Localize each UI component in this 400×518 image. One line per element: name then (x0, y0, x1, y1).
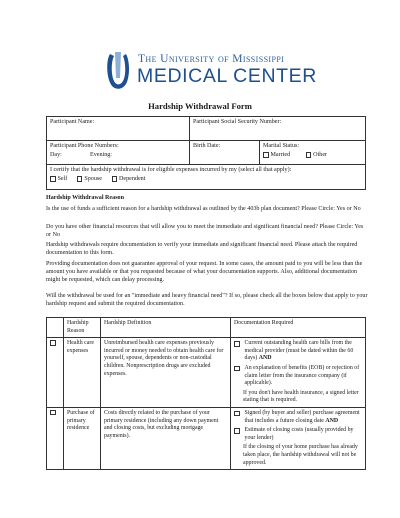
documentation-note: Hardship withdrawals require documentation to verify your immediate and significant financial need. Please attach the required documentation to this form. (46, 242, 358, 256)
doc-checkbox[interactable] (234, 411, 240, 417)
reason-health-care: Health care expenses (64, 338, 101, 408)
other-label: Other (313, 152, 328, 159)
definition-residence: Costs directly related to the purchase of your primary residence (including any down payment and closing costs, but excluding mortgage payments). (101, 407, 231, 469)
header-documentation-required: Documentation Required (231, 318, 366, 338)
doc-checkbox[interactable] (234, 428, 240, 434)
reason-question-2: Do you have other financial resources that will allow you to meet the immediate and significant financial need? Please Circle: Yes or No (46, 224, 364, 238)
header-hardship-reason: Hardship Reason (64, 318, 101, 338)
definition-health-care: Unreimbursed health care expenses previously incurred or money needed to obtain health care for yourself, spouse, dependents or non-custodial children. Nonprescription drugs are excluded expenses. (101, 338, 231, 408)
approval-disclaimer: Providing documentation does not guarantee approval of your request. In some cases, the amount paid to you will be less than the amount you have available or that you requested because of what your documentation supports. Also, additional documentation might be requested, which can delay processing. (46, 261, 363, 283)
table-header-row (47, 318, 366, 338)
docs-residence (231, 407, 366, 469)
doc-and: AND (325, 417, 339, 424)
certify-cell (47, 165, 366, 190)
other-checkbox[interactable] (306, 152, 312, 158)
hardship-reasons-table (46, 317, 366, 470)
birth-date-cell[interactable] (190, 141, 260, 165)
participant-name-label: Participant Name: (50, 119, 95, 125)
university-logo (104, 50, 317, 92)
table-row (47, 338, 366, 408)
phone-numbers-label: Participant Phone Numbers: (50, 143, 119, 149)
certify-text: I certify that the hardship withdrawal is for eligible expenses incurred by my (select all that apply): (50, 167, 292, 173)
evening-label: Evening: (90, 152, 113, 158)
header-hardship-definition: Hardship Definition (101, 318, 231, 338)
doc-note: If the closing of your home purchase has already taken place, the hardship withdrawal will not be approved. (243, 444, 358, 466)
doc-text: Current outstanding health care bills from the medical provider (must be dated within the 60 days) (244, 340, 354, 362)
participant-name-cell[interactable] (47, 117, 190, 141)
reason-residence: Purchase of primary residence (64, 407, 101, 469)
um-medical-center-logo-icon (104, 50, 132, 90)
birth-date-label: Birth Date: (193, 143, 221, 149)
participant-info-table (46, 116, 366, 190)
self-label: Self (57, 176, 68, 183)
married-label: Married (270, 152, 291, 159)
participant-ssn-label: Participant Social Security Number: (193, 119, 282, 125)
doc-and: AND (258, 355, 272, 362)
doc-checkbox[interactable] (234, 341, 240, 347)
reason-question-1: Is the use of funds a sufficient reason for a hardship withdrawal as outlined by the 403b plan document? Please Circle: Yes or No (46, 206, 361, 212)
day-label: Day: (50, 152, 62, 158)
logo-university-text: The University of Mississippi (138, 53, 285, 65)
marital-status-cell (260, 141, 366, 165)
spouse-label: Spouse (84, 176, 102, 183)
marital-status-label: Marital Status: (263, 143, 300, 149)
docs-health-care (231, 338, 366, 408)
table-row (47, 407, 366, 469)
residence-checkbox[interactable] (50, 410, 56, 416)
married-checkbox[interactable] (263, 152, 269, 158)
dependent-label: Dependent (119, 176, 146, 183)
doc-text: Estimate of closing costs (usually provided by your lender) (244, 427, 354, 441)
participant-ssn-cell[interactable] (190, 117, 366, 141)
dependent-checkbox[interactable] (112, 176, 118, 182)
health-care-checkbox[interactable] (50, 340, 56, 346)
form-title: Hardship Withdrawal Form (148, 101, 252, 111)
doc-checkbox[interactable] (234, 366, 240, 372)
doc-note: If you don't have health insurance, a signed letter stating that is required. (243, 389, 359, 404)
doc-text: Signed (by buyer and seller) purchase agreement that includes a future closing date (244, 409, 360, 424)
doc-text: An explanation of benefits (EOB) or rejection of claim letter from the insurance company (if applicable). (244, 364, 360, 387)
immediate-need-question: Will the withdrawal be used for an "immediate and heavy financial need"? If so, please check all the boxes below that apply to your hardship request and submit the required documentation. (46, 293, 368, 307)
reason-heading: Hardship Withdrawal Reason (46, 195, 124, 201)
logo-medical-center-text: MEDICAL CENTER (137, 65, 317, 87)
spouse-checkbox[interactable] (77, 176, 83, 182)
phone-numbers-cell[interactable] (47, 141, 190, 165)
self-checkbox[interactable] (50, 176, 56, 182)
